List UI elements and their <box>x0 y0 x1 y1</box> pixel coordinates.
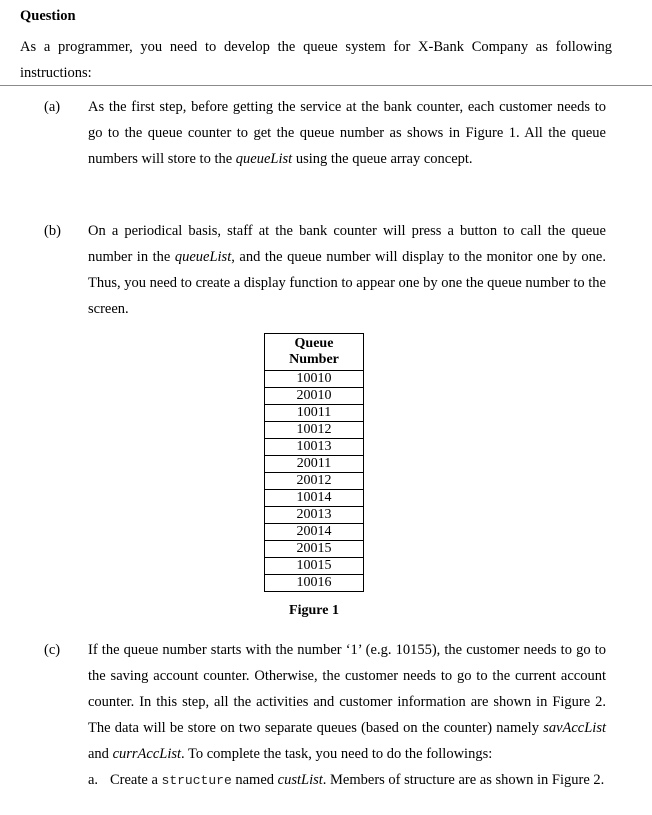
queue-cell: 10010 <box>265 371 364 388</box>
item-b-label: (b) <box>44 223 61 239</box>
table-row <box>265 456 364 473</box>
sub-item-a-text-before: Create a <box>110 772 162 788</box>
queue-cell: 20012 <box>265 473 364 490</box>
sub-item-a-text-after: . Members of structure are as shown in Figure 2. <box>322 772 605 788</box>
structure-keyword: structure <box>161 773 232 788</box>
table-row <box>265 405 364 422</box>
queue-cell: 10013 <box>265 439 364 456</box>
table-row <box>265 507 364 524</box>
table-row <box>265 541 364 558</box>
queue-cell: 10015 <box>265 558 364 575</box>
queue-cell: 20015 <box>265 541 364 558</box>
table-row <box>265 524 364 541</box>
item-c-text-mid: and <box>88 746 113 762</box>
table-row <box>265 473 364 490</box>
item-a-queuelist: queueList <box>235 151 293 167</box>
item-a-text-after: using the queue array concept. <box>292 151 473 167</box>
item-b-queuelist: queueList <box>174 249 232 265</box>
sub-item-a <box>88 767 606 794</box>
queue-cell: 20011 <box>265 456 364 473</box>
divider-line <box>0 85 652 86</box>
intro-paragraph: As a programmer, you need to develop the queue system for X-Bank Company as following instructions: <box>20 39 612 81</box>
queue-cell: 10011 <box>265 405 364 422</box>
figure-1-caption: Figure 1 <box>289 603 339 618</box>
header-line-2: Number <box>289 352 339 367</box>
table-row <box>265 490 364 507</box>
item-a-text <box>88 94 606 172</box>
item-b-text-before: On a periodical basis, staff at the bank counter will press a button to call the queue number in the <box>88 223 606 265</box>
item-b-text <box>88 218 606 322</box>
queue-cell: 10012 <box>265 422 364 439</box>
header-line-1: Queue <box>294 336 334 351</box>
item-b-text-after: , and the queue number will display to the monitor one by one. Thus, you need to create a display function to appear one by one the queue number to the screen. <box>88 249 606 317</box>
table-row <box>265 371 364 388</box>
queue-cell: 20010 <box>265 388 364 405</box>
queue-cell: 10016 <box>265 575 364 592</box>
queue-cell: 20013 <box>265 507 364 524</box>
sub-item-a-text-mid: named <box>231 772 278 788</box>
table-row <box>265 422 364 439</box>
question-heading: Question <box>20 8 76 24</box>
queue-cell: 10014 <box>265 490 364 507</box>
item-c-text-after: . To complete the task, you need to do the followings: <box>181 746 493 762</box>
custlist-name: custList <box>277 772 323 788</box>
table-row <box>265 575 364 592</box>
item-c-text <box>88 637 606 767</box>
queue-cell: 20014 <box>265 524 364 541</box>
item-c-savacclist: savAccList <box>543 720 606 736</box>
sub-item-a-label: a. <box>88 772 99 788</box>
item-c-curracclist: currAccList <box>112 746 182 762</box>
item-c-text-before: If the queue number starts with the number ‘1’ (e.g. 10155), the customer needs to go to the saving account counter. Otherwise, the customer needs to go to the current account counter. In this step, all the activities and customer information are shown in Figure 2. The data will be store on two separate queues (based on the counter) namely <box>88 642 606 736</box>
table-row <box>265 388 364 405</box>
item-c-label: (c) <box>44 642 61 658</box>
table-row <box>265 439 364 456</box>
table-row <box>265 558 364 575</box>
item-a-text-before: As the first step, before getting the service at the bank counter, each customer needs to go to the queue counter to get the queue number as shows in Figure 1. All the queue numbers will store to the <box>88 99 606 167</box>
item-a-label: (a) <box>44 99 61 115</box>
queue-number-header <box>265 334 364 371</box>
queue-number-table <box>264 333 364 592</box>
